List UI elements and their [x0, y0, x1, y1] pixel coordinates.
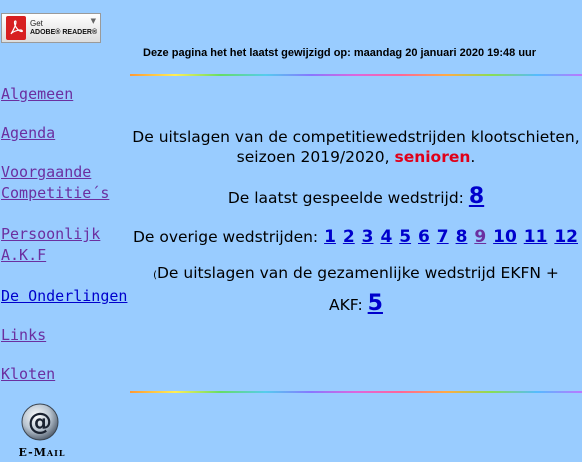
sidebar-item-label: Competitie´s [1, 184, 110, 202]
at-sign-icon [20, 402, 60, 442]
match-link-9[interactable]: 9 [474, 227, 487, 247]
joint-match-label: De uitslagen van de gezamenlijke wedstrijd EKFN + AKF: [156, 264, 559, 314]
match-link-8[interactable]: 8 [455, 227, 468, 247]
get-adobe-reader-button[interactable] [1, 13, 101, 43]
last-played-row [130, 184, 582, 211]
match-link-1[interactable]: 1 [324, 227, 336, 247]
adobe-reader-label: ADOBE® READER® [30, 29, 98, 36]
email-link[interactable] [14, 402, 70, 460]
intro-text: De uitslagen van de competitiewedstrijden klootschieten, seizoen 2019/2020, [132, 128, 580, 166]
match-link-2[interactable]: 2 [342, 227, 355, 247]
last-modified-text: Deze pagina het het laatst gewijzigd op: maandag 20 januari 2020 19:48 uur [143, 47, 537, 59]
match-link-12[interactable]: 12 [554, 227, 579, 247]
email-label: E-Mail [18, 446, 66, 459]
results-intro [130, 127, 582, 167]
sidebar-item-kloten[interactable]: Kloten [1, 365, 56, 383]
other-matches-label: De overige wedstrijden: [132, 228, 319, 246]
sidebar-item-label: Voorgaande [1, 163, 92, 181]
sidebar-item-voorgaande-competities[interactable] [1, 162, 109, 204]
svg-text:@: @ [28, 408, 52, 436]
sidebar-item-de-onderlingen[interactable]: De Onderlingen [1, 287, 128, 305]
download-arrow-icon: ▼ [90, 17, 96, 25]
adobe-pdf-icon [6, 16, 26, 40]
bottom-divider [130, 391, 582, 393]
sidebar-item-label: A.K.F [1, 246, 47, 264]
adobe-get-label: Get [30, 19, 43, 28]
intro-end: . [470, 148, 476, 166]
match-link-4[interactable]: 4 [380, 227, 393, 247]
last-played-label: De laatst gespeelde wedstrijd: [227, 189, 464, 207]
sidebar-item-links[interactable]: Links [1, 326, 47, 344]
top-divider [130, 74, 582, 76]
sidebar-item-agenda[interactable]: Agenda [1, 124, 56, 142]
joint-match-link[interactable]: 5 [367, 291, 383, 316]
match-link-10[interactable]: 10 [493, 227, 517, 247]
match-link-11[interactable]: 11 [523, 227, 548, 247]
last-played-match-link[interactable]: 8 [468, 184, 485, 209]
sidebar-item-label: Persoonlijk [1, 225, 101, 243]
match-link-7[interactable]: 7 [436, 227, 449, 247]
match-link-5[interactable]: 5 [399, 227, 412, 247]
joint-match-row [130, 259, 582, 319]
sidebar-item-algemeen[interactable]: Algemeen [1, 85, 74, 103]
seniors-highlight: senioren [394, 148, 471, 166]
other-matches-row [130, 224, 582, 250]
match-link-3[interactable]: 3 [361, 227, 374, 247]
match-link-6[interactable]: 6 [418, 227, 430, 247]
adobe-badge-text [30, 19, 97, 37]
joint-paren: ( [153, 270, 157, 281]
sidebar-item-persoonlijk-akf[interactable] [1, 224, 100, 266]
